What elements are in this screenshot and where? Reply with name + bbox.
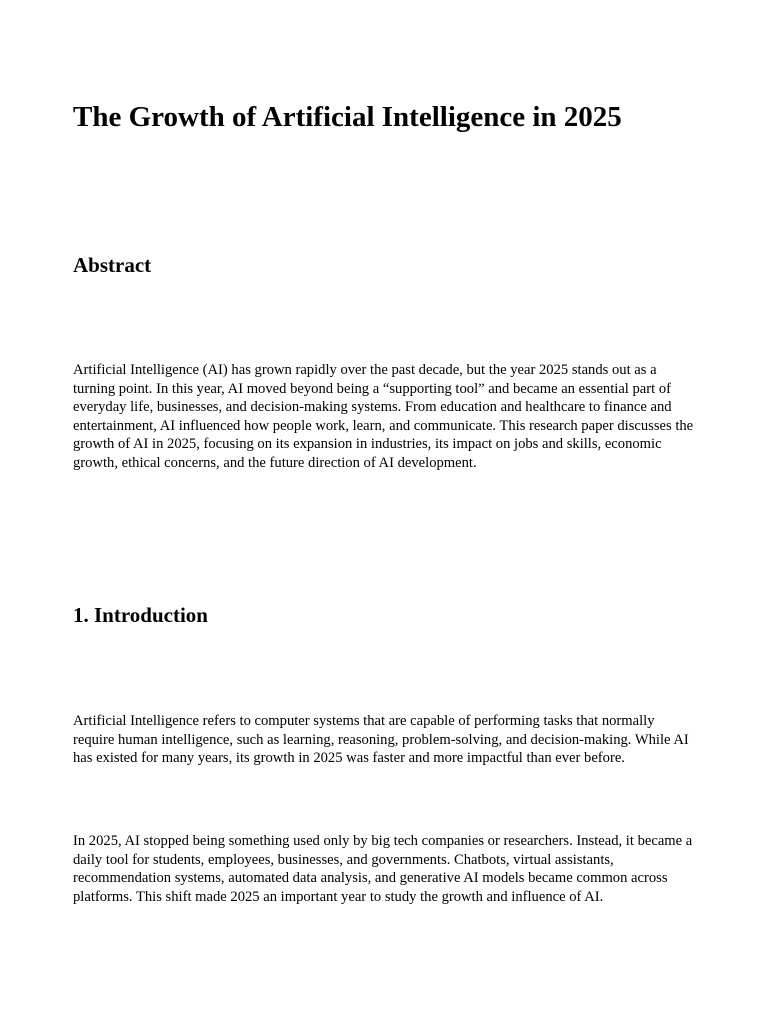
document-title: The Growth of Artificial Intelligence in 2025: [73, 101, 622, 133]
introduction-heading: 1. Introduction: [73, 603, 208, 627]
abstract-heading: Abstract: [73, 253, 152, 277]
introduction-paragraph-1: Artificial Intelligence refers to computer systems that are capable of performing tasks that normally require human intelligence, such as learning, reasoning, problem-solving, and decision-making. While AI has existed for many years, its growth in 2025 was faster and more impactful than ever before.: [73, 713, 689, 766]
abstract-paragraph: Artificial Intelligence (AI) has grown rapidly over the past decade, but the year 2025 stands out as a turning point. In this year, AI moved beyond being a “supporting tool” and became an essential part of everyday life, businesses, and decision-making systems. From education and healthcare to finance and entertainment, AI influenced how people work, learn, and communicate. This research paper discusses the growth of AI in 2025, focusing on its expansion in industries, its impact on jobs and skills, economic growth, ethical concerns, and the future direction of AI development.: [73, 362, 694, 471]
introduction-paragraph-2: In 2025, AI stopped being something used only by big tech companies or researchers. Instead, it became a daily tool for students, employees, businesses, and governments. Chatbots, virtual assistants, recommendation systems, automated data analysis, and generative AI models became common across platforms. This shift made 2025 an important year to study the growth and influence of AI.: [73, 833, 693, 905]
